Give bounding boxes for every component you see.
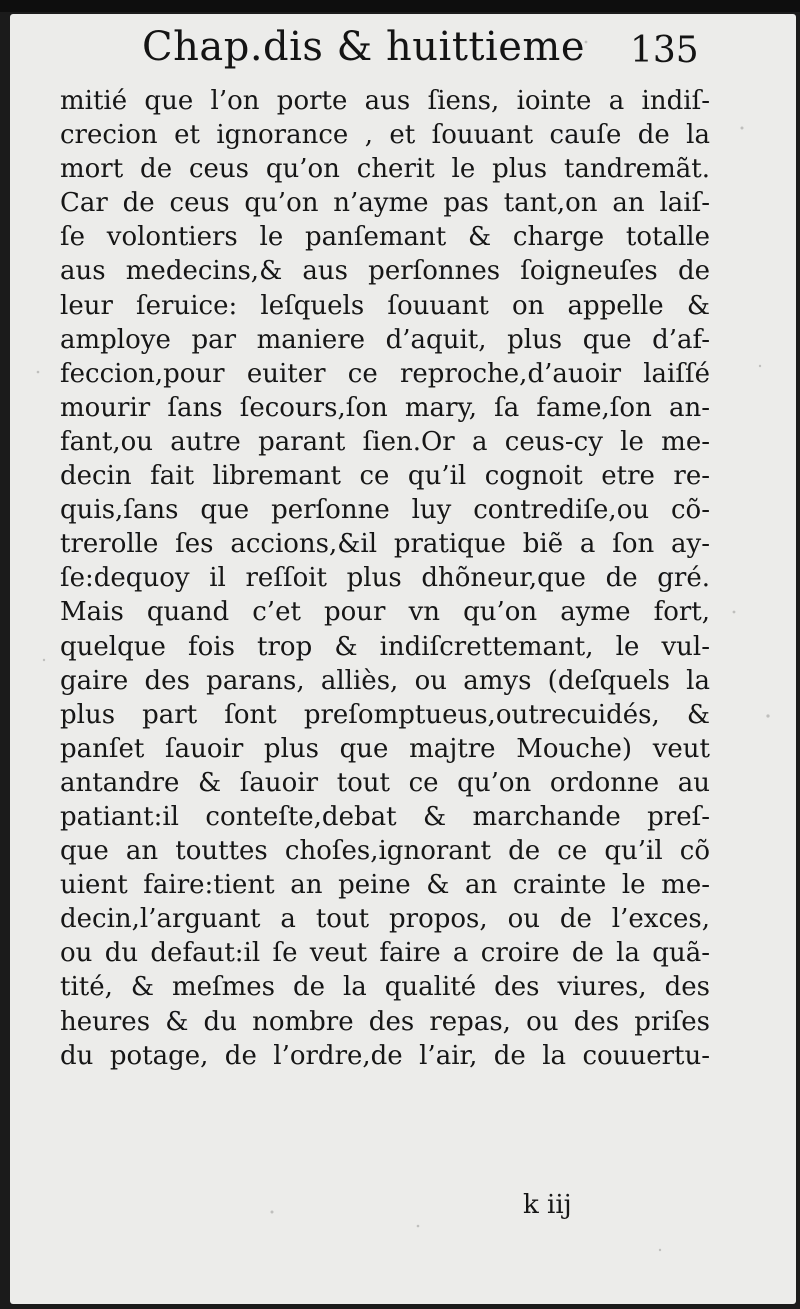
text-line: trerolle ſes accions,&il pratique biẽ a ſon ay- xyxy=(60,529,710,560)
text-line: Mais quand c’et pour vn qu’on ayme fort, xyxy=(60,597,710,628)
text-line: mourir ſans ſecours,ſon mary, ſa fame,ſon an- xyxy=(60,392,710,423)
text-line: aus medecins,& aus perſonnes ſoigneuſes de xyxy=(60,256,710,287)
text-line: uient faire:tient an peine & an crainte le me- xyxy=(60,870,710,901)
text-line: antandre & ſauoir tout ce qu’on ordonne au xyxy=(60,767,710,798)
text-line: decin,l’arguant a tout propos, ou de l’exces, xyxy=(60,904,710,935)
running-title: Chap.dis & huittieme xyxy=(142,24,586,70)
text-line: ſe:dequoy il reſſoit plus dhõneur,que de gré. xyxy=(60,563,710,594)
text-line: feccion,pour euiter ce reproche,d’auoir laiſſé xyxy=(60,358,710,389)
text-line: patiant:il conteſte,debat & marchande preſ- xyxy=(60,801,710,832)
signature-mark: k iij xyxy=(523,1190,572,1220)
text-line: plus part ſont preſomptueus,outrecuidés, & xyxy=(60,699,710,730)
text-line: heures & du nombre des repas, ou des priſes xyxy=(60,1006,710,1037)
body-text xyxy=(60,84,710,1073)
text-line: du potage, de l’ordre,de l’air, de la couuertu- xyxy=(60,1040,710,1071)
text-line: quelque fois trop & indiſcrettemant, le vul- xyxy=(60,631,710,662)
text-line: que an touttes choſes,ignorant de ce qu’il cõ xyxy=(60,836,710,867)
text-line: decin fait libremant ce qu’il cognoit etre re- xyxy=(60,461,710,492)
text-line: amploye par maniere d’aquit, plus que d’af- xyxy=(60,324,710,355)
text-line: leur ſeruice: leſquels ſouuant on appelle & xyxy=(60,290,710,321)
text-line: tité, & meſmes de la qualité des viures, des xyxy=(60,972,710,1003)
text-line: ou du defaut:il ſe veut faire a croire de la quã- xyxy=(60,938,710,969)
text-line: panſet ſauoir plus que majtre Mouche) veut xyxy=(60,733,710,764)
text-line: mitié que l’on porte aus ſiens, iointe a indiſ- xyxy=(60,86,710,116)
scan-edge xyxy=(0,0,800,12)
running-head xyxy=(0,22,800,78)
text-line: quis,ſans que perſonne luy contrediſe,ou cõ- xyxy=(60,495,710,526)
text-line: gaire des parans, alliès, ou amys (deſquels la xyxy=(60,665,710,696)
text-line: mort de ceus qu’on cherit le plus tandremãt. xyxy=(60,154,710,185)
text-line: Car de ceus qu’on n’ayme pas tant,on an laiſ- xyxy=(60,188,710,219)
text-line: fant,ou autre parant ſien.Or a ceus-cy le me- xyxy=(60,426,710,457)
page-number: 135 xyxy=(630,30,699,71)
text-line: ſe volontiers le panſemant & charge totalle xyxy=(60,222,710,253)
text-line: crecion et ignorance , et ſouuant cauſe de la xyxy=(60,120,710,151)
